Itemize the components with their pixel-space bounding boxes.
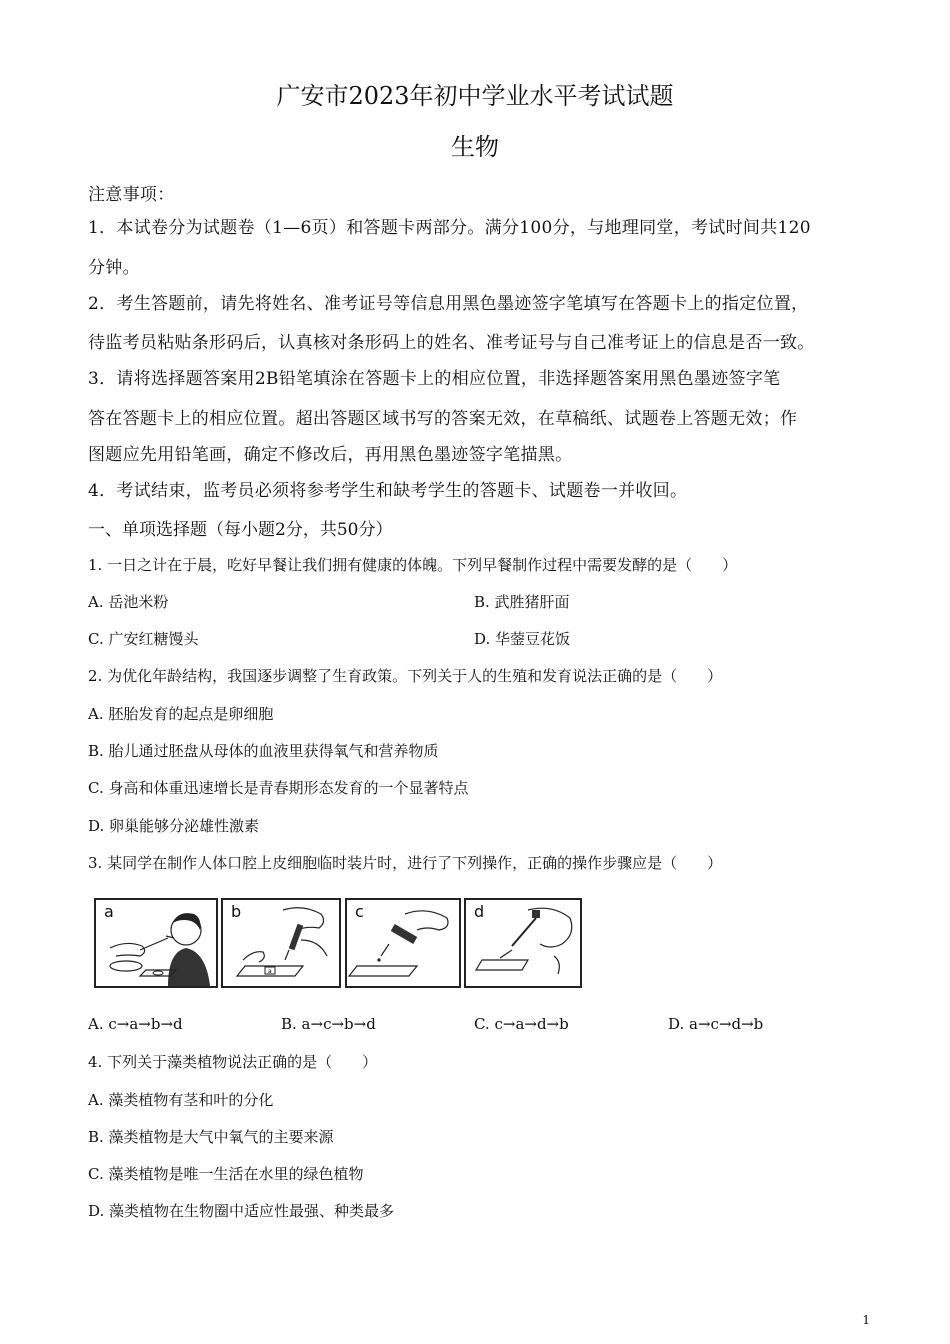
section-heading: 一、单项选择题（每小题2分，共50分） [88,520,393,540]
panel-label-d: d [474,902,485,921]
question-1-option-a[interactable]: A. 岳池米粉 [88,593,169,611]
exam-title: 广安市2023年初中学业水平考试试题 [276,82,674,110]
panel-label-a: a [104,902,114,921]
question-1-stem: 1. 一日之计在于晨，吃好早餐让我们拥有健康的体魄。下列早餐制作过程中需要发酵的是（ ） [88,556,738,574]
question-3-option-c[interactable]: C. c→a→d→b [474,1015,569,1033]
question-4-stem: 4. 下列关于藻类植物说法正确的是（ ） [88,1053,378,1071]
notice-line: 2．考生答题前，请先将姓名、准考证号等信息用黑色墨迹签字笔填写在答题卡上的指定位置， [88,294,809,314]
question-1-option-b[interactable]: B. 武胜猪肝面 [474,593,570,611]
notice-line: 4．考试结束，监考员必须将参考学生和缺考学生的答题卡、试题卷一并收回。 [88,481,688,501]
scraping-cheek-illustration [96,900,216,986]
question-1-option-c[interactable]: C. 广安红糖馒头 [88,630,199,648]
question-3-option-a[interactable]: A. c→a→b→d [88,1015,183,1033]
panel-label-b: b [231,902,242,921]
question-4-option-a[interactable]: A. 藻类植物有茎和叶的分化 [88,1091,274,1109]
svg-text:a: a [268,968,272,975]
question-4-option-d[interactable]: D. 藻类植物在生物圈中适应性最强、种类最多 [88,1202,395,1220]
notice-line: 分钟。 [88,258,140,278]
question-2-option-d[interactable]: D. 卵巢能够分泌雄性激素 [88,817,260,835]
question-3-option-d[interactable]: D. a→c→d→b [668,1015,764,1033]
question-4-option-b[interactable]: B. 藻类植物是大气中氧气的主要来源 [88,1128,334,1146]
notice-line: 1．本试卷分为试题卷（1—6页）和答题卡两部分。满分100分，与地理同堂，考试时间共120 [88,218,811,238]
question-2-stem: 2. 为优化年龄结构，我国逐步调整了生育政策。下列关于人的生殖和发育说法正确的是（ ） [88,667,723,685]
question-2-option-c[interactable]: C. 身高和体重迅速增长是青春期形态发育的一个显著特点 [88,779,469,797]
figure-panel-a [94,898,218,988]
question-3-option-b[interactable]: B. a→c→b→d [281,1015,376,1033]
figure-panel-c [345,898,461,988]
notice-line: 3．请将选择题答案用2B铅笔填涂在答题卡上的相应位置，非选择题答案用黑色墨迹签字笔 [88,369,781,389]
notice-line: 待监考员粘贴条形码后，认真核对条形码上的姓名、准考证号与自己准考证上的信息是否一致。 [88,333,815,353]
question-2-option-b[interactable]: B. 胎儿通过胚盘从母体的血液里获得氧气和营养物质 [88,742,439,760]
question-3-stem: 3. 某同学在制作人体口腔上皮细胞临时装片时，进行了下列操作，正确的操作步骤应是（ ） [88,854,723,872]
question-2-option-a[interactable]: A. 胚胎发育的起点是卵细胞 [88,705,274,723]
panel-label-c: c [355,902,364,921]
dropping-water-illustration [347,900,459,986]
question-4-option-c[interactable]: C. 藻类植物是唯一生活在水里的绿色植物 [88,1165,364,1183]
notice-line: 图题应先用铅笔画，确定不修改后，再用黑色墨迹签字笔描黑。 [88,445,573,465]
subject-title: 生物 [451,133,499,161]
figure-panel-b [221,898,341,988]
figure-panel-d [464,898,582,988]
question-1-option-d[interactable]: D. 华蓥豆花饭 [474,630,571,648]
notice-line: 答在答题卡上的相应位置。超出答题区域书写的答案无效，在草稿纸、试题卷上答题无效；作 [88,409,798,429]
notice-heading: 注意事项： [88,185,175,205]
page-number: 1 [862,1313,870,1327]
